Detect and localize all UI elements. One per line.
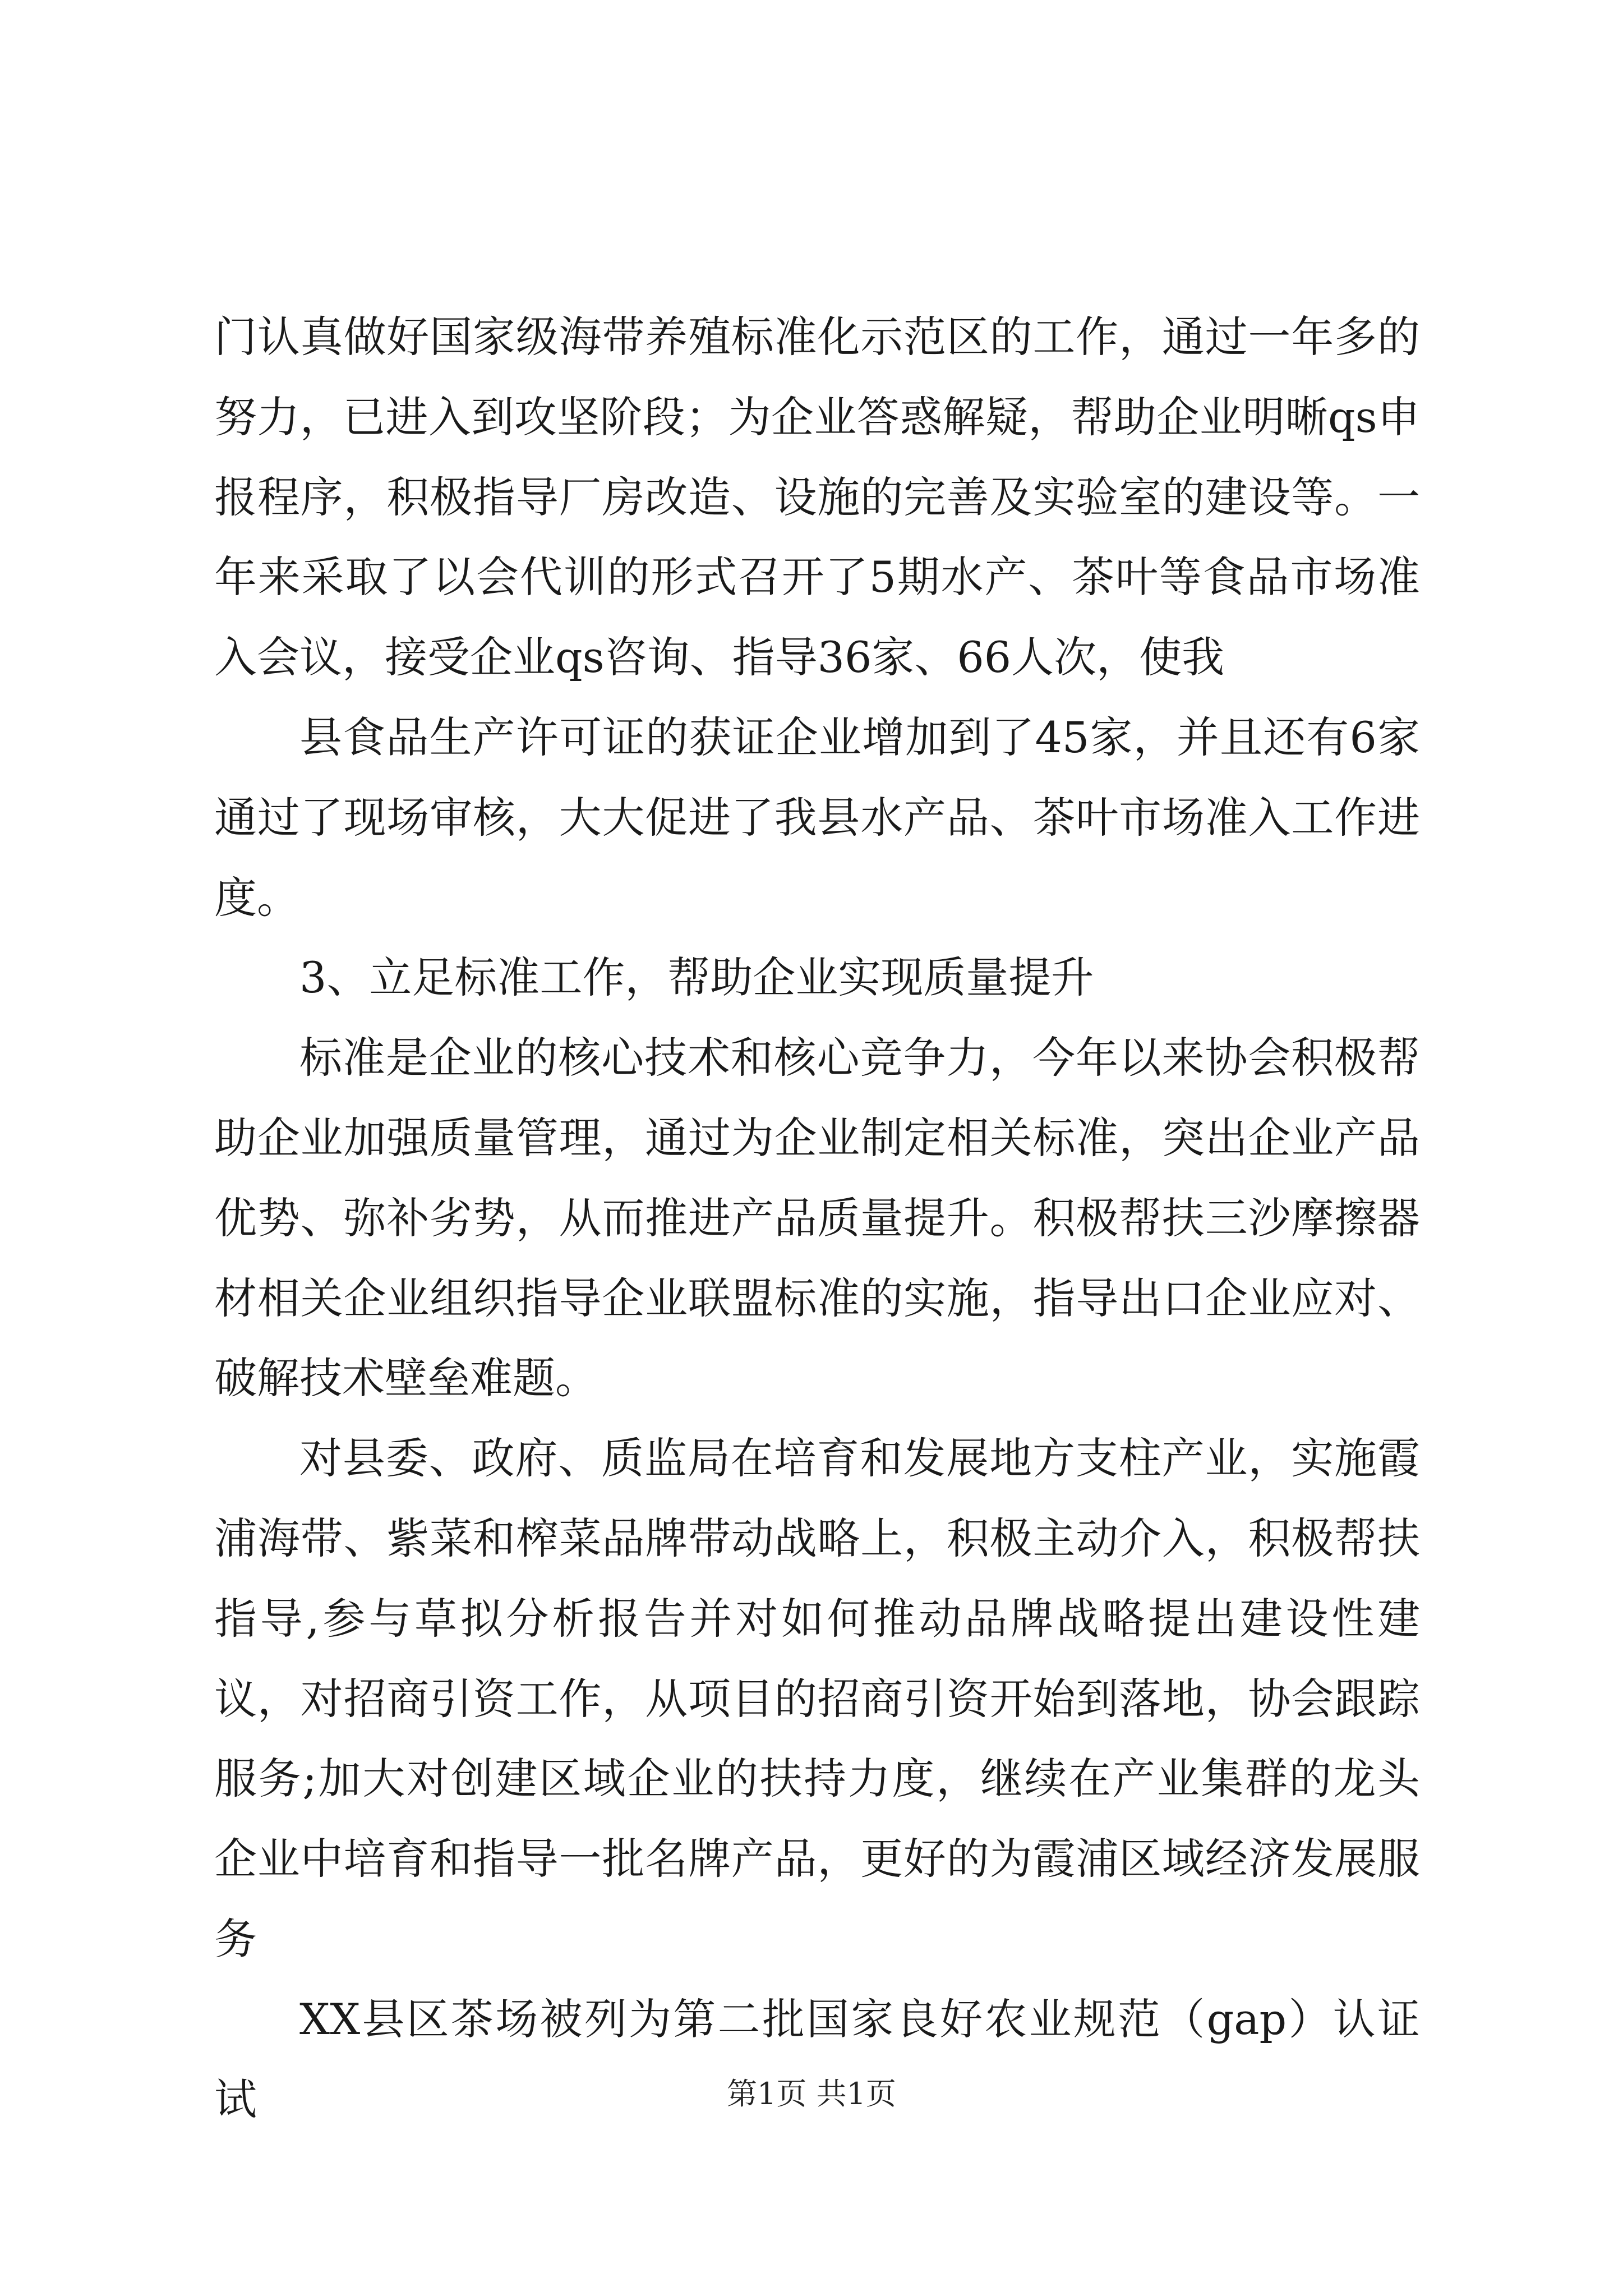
- section-heading: 3、立足标准工作，帮助企业实现质量提升: [299, 953, 1094, 1003]
- page-footer: 第1页 共1页: [727, 2076, 896, 2111]
- paragraph-2: 县食品生产许可证的获证企业增加到了45家，并且还有6家通过了现场审核，大大促进了我县水产品、茶叶市场准入工作进度。: [214, 712, 1420, 923]
- paragraph-4: 对县委、政府、质监局在培育和发展地方支柱产业，实施霞浦海带、紫菜和榨菜品牌带动战略上，积极主动介入，积极帮扶指导,参与草拟分析报告并对如何推动品牌战略提出建设性建议，对招商引资工作，从项目的招商引资开始到落地，协会跟踪服务;加大对创建区域企业的扶持力度，继续在产业集群的龙头企业中培育和指导一批名牌产品，更好的为霞浦区域经济发展服务: [214, 1433, 1420, 1964]
- paragraph-1: 门认真做好国家级海带养殖标准化示范区的工作，通过一年多的努力，已进入到攻坚阶段；为企业答惑解疑，帮助企业明晰qs申报程序，积极指导厂房改造、设施的完善及实验室的建设等。一年来采取了以会代训的形式召开了5期水产、茶叶等食品市场准入会议，接受企业qs咨询、指导36家、66人次，使我: [214, 312, 1420, 683]
- paragraph-5: XX县区茶场被列为第二批国家良好农业规范（gap）认证试: [214, 1994, 1420, 2124]
- paragraph-3: 标准是企业的核心技术和核心竞争力，今年以来协会积极帮助企业加强质量管理，通过为企业制定相关标准，突出企业产品优势、弥补劣势，从而推进产品质量提升。积极帮扶三沙摩擦器材相关企业组织指导企业联盟标准的实施，指导出口企业应对、破解技术壁垒难题。: [214, 1033, 1420, 1404]
- document-body: [214, 297, 1420, 2139]
